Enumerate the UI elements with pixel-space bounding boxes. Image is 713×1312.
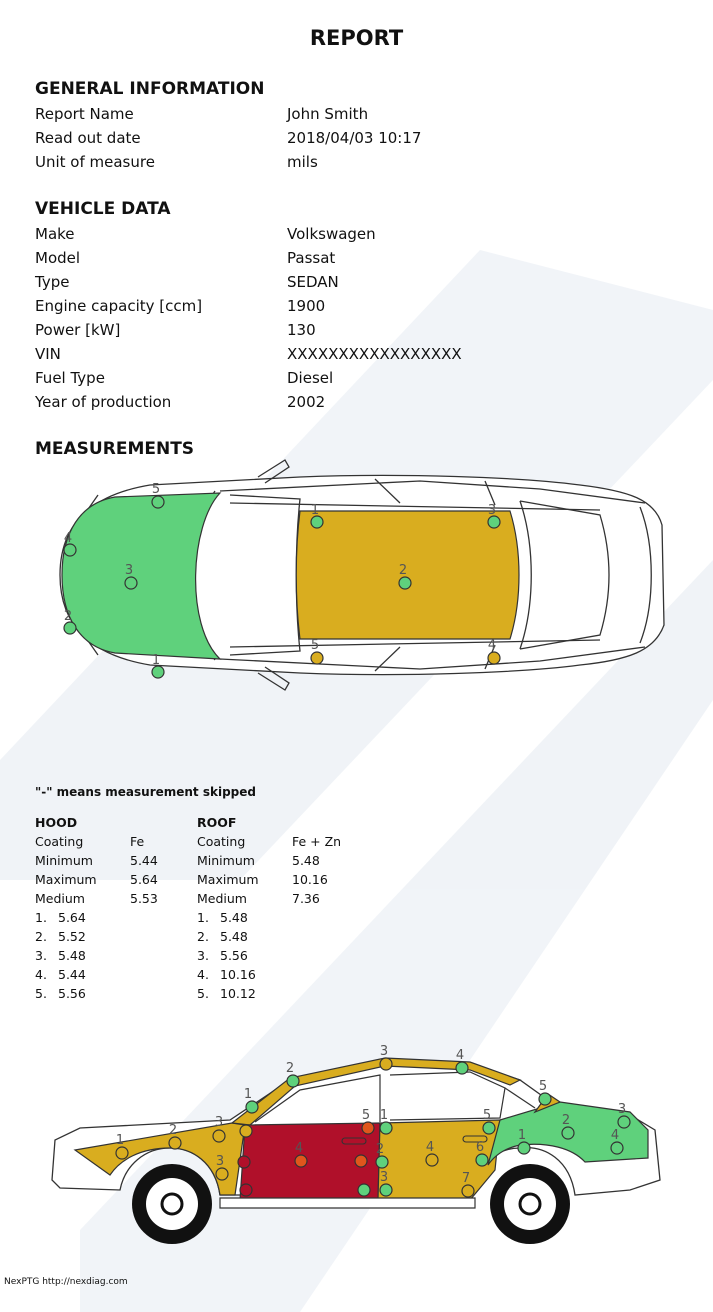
- side-point-label: 1: [115, 1133, 125, 1148]
- roof-max-value: 10.16: [292, 872, 328, 887]
- side-point-label: 4: [425, 1140, 435, 1155]
- hood-point-label: 2: [63, 609, 73, 624]
- hood-max-label: Maximum: [35, 872, 97, 887]
- footer-text: NexPTG http://nexdiag.com: [4, 1277, 128, 1287]
- hood-med-label: Medium: [35, 891, 85, 906]
- hood-max-value: 5.64: [130, 872, 158, 887]
- rear-wheel: [490, 1164, 570, 1244]
- side-point-label: 2: [561, 1113, 571, 1128]
- roof-point-row: 1. 5.48: [197, 910, 248, 925]
- side-point-label: 5: [482, 1108, 492, 1123]
- general-row: Read out date 2018/04/03 10:17: [35, 129, 422, 147]
- side-point-label: 4: [455, 1048, 465, 1063]
- general-row: Unit of measure mils: [35, 153, 318, 171]
- roof-point-label: 4: [487, 638, 497, 653]
- hood-min-value: 5.44: [130, 853, 158, 868]
- roof-med-label: Medium: [197, 891, 247, 906]
- roof-coating-value: Fe + Zn: [292, 834, 342, 849]
- page-title: REPORT: [309, 26, 404, 50]
- hood-point-label: 3: [124, 563, 134, 578]
- hood-point-row: 5. 5.56: [35, 986, 86, 1001]
- roof-point-label: 1: [310, 503, 320, 518]
- general-row: Report Name John Smith: [35, 105, 369, 123]
- side-point-label: 3: [617, 1102, 627, 1117]
- general-information-heading: GENERAL INFORMATION: [35, 79, 265, 99]
- vehicle-row: Make Volkswagen: [35, 225, 376, 243]
- side-point-label: 6: [475, 1140, 485, 1155]
- side-point-label: 3: [215, 1154, 225, 1169]
- hood-point-row: 3. 5.48: [35, 948, 86, 963]
- roof-min-label: Minimum: [197, 853, 255, 868]
- side-point-label: 1: [379, 1108, 389, 1123]
- roof-coating-label: Coating: [197, 834, 246, 849]
- side-point-label: 2: [168, 1123, 178, 1138]
- hood-point-label: 4: [63, 531, 73, 546]
- side-point-label: 3: [379, 1170, 389, 1185]
- hood-point-row: 4. 5.44: [35, 967, 86, 982]
- hood-coating-value: Fe: [130, 834, 145, 849]
- side-point-label: 2: [285, 1061, 295, 1076]
- vehicle-data-heading: VEHICLE DATA: [35, 199, 171, 219]
- roof-panel: [296, 511, 519, 639]
- side-point-label: 7: [461, 1171, 471, 1186]
- car-top-view: [0, 455, 713, 725]
- roof-point-row: 5. 10.12: [197, 986, 256, 1001]
- skip-note: "-" means measurement skipped: [35, 785, 256, 799]
- hood-med-value: 5.53: [130, 891, 158, 906]
- vehicle-row: Engine capacity [ccm] 1900: [35, 297, 326, 315]
- roof-point-label: 2: [398, 563, 408, 578]
- roof-point-5: [311, 652, 323, 664]
- vehicle-row: Power [kW] 130: [35, 321, 316, 339]
- vehicle-row: Type SEDAN: [35, 273, 339, 291]
- vehicle-row: VIN XXXXXXXXXXXXXXXXX: [35, 345, 462, 363]
- roof-min-value: 5.48: [292, 853, 320, 868]
- side-point-label: 2: [375, 1142, 385, 1157]
- hood-point-row: 2. 5.52: [35, 929, 86, 944]
- hood-point-row: 1. 5.64: [35, 910, 86, 925]
- vehicle-row: Fuel Type Diesel: [35, 369, 334, 387]
- side-point-label: 4: [610, 1128, 620, 1143]
- side-point-label: 1: [243, 1087, 253, 1102]
- vehicle-row: Model Passat: [35, 249, 336, 267]
- side-point-label: 3: [214, 1115, 224, 1130]
- roof-med-value: 7.36: [292, 891, 320, 906]
- roof-point-row: 2. 5.48: [197, 929, 248, 944]
- vehicle-row: Year of production 2002: [35, 393, 326, 411]
- roof-point-label: 5: [310, 638, 320, 653]
- roof-heading: ROOF: [197, 815, 237, 830]
- hood-point-label: 5: [151, 482, 161, 497]
- roof-point-2: [399, 577, 411, 589]
- front-wheel: [132, 1164, 212, 1244]
- side-point-label: 3: [379, 1044, 389, 1059]
- hood-point-label: 1: [151, 653, 161, 668]
- roof-point-4: [488, 652, 500, 664]
- hood-point-3: [125, 577, 137, 589]
- measurements-heading: MEASUREMENTS: [35, 439, 195, 459]
- roof-point-row: 3. 5.56: [197, 948, 248, 963]
- roof-point-label: 3: [487, 503, 497, 518]
- roof-point-row: 4. 10.16: [197, 967, 256, 982]
- side-point-label: 5: [361, 1108, 371, 1123]
- side-point-label: 1: [517, 1128, 527, 1143]
- side-point-label: 4: [294, 1141, 304, 1156]
- roof-max-label: Maximum: [197, 872, 259, 887]
- hood-heading: HOOD: [35, 815, 78, 830]
- hood-coating-label: Coating: [35, 834, 84, 849]
- hood-min-label: Minimum: [35, 853, 93, 868]
- side-point-label: 5: [538, 1079, 548, 1094]
- hood-point-5: [152, 496, 164, 508]
- car-side-view: [0, 1030, 713, 1270]
